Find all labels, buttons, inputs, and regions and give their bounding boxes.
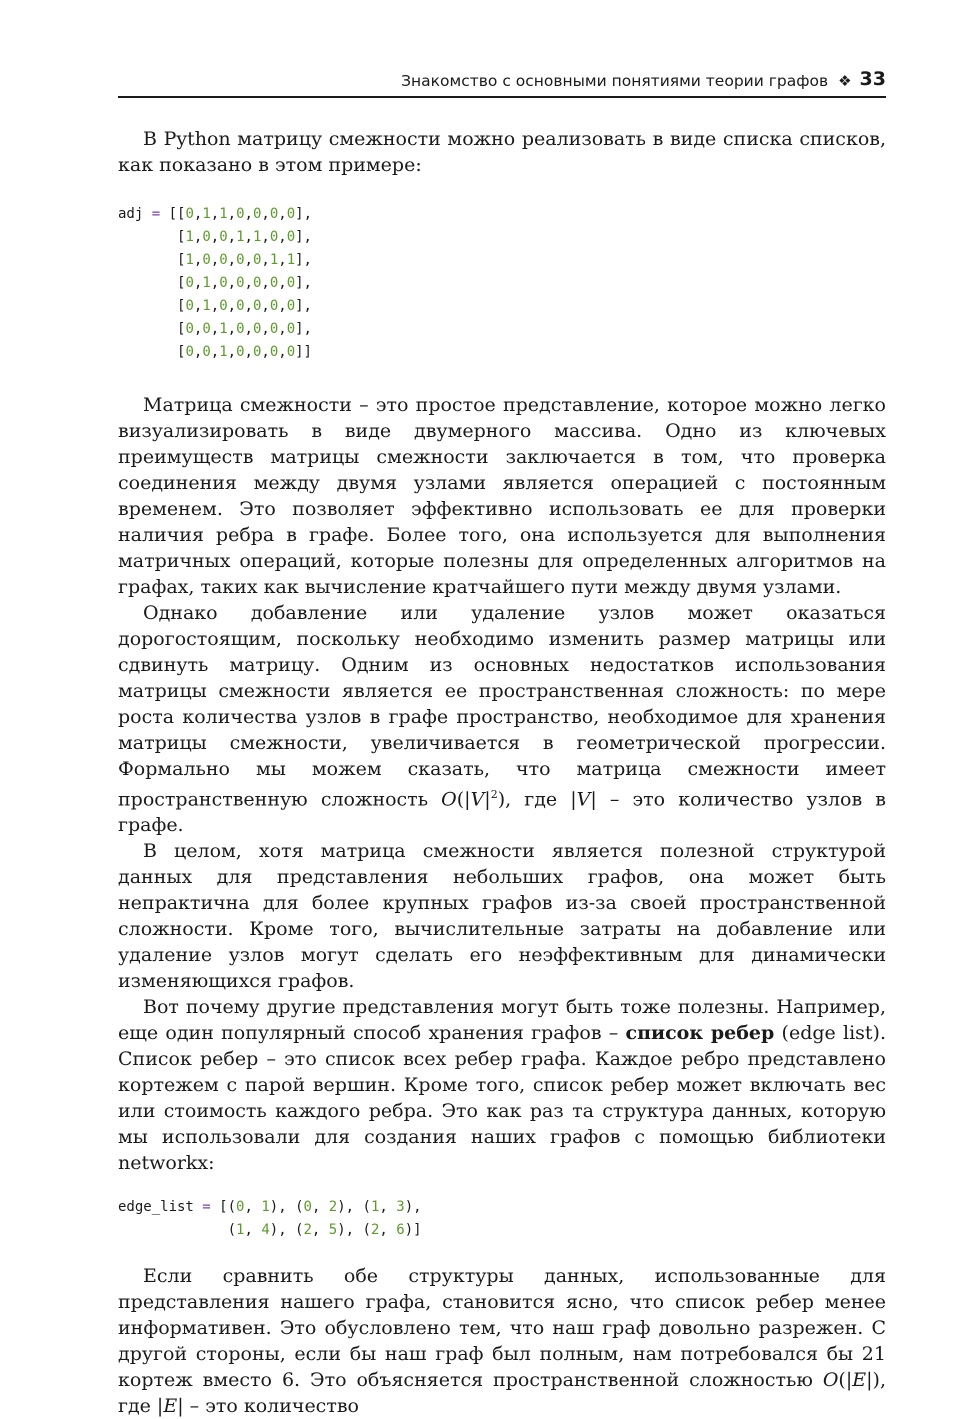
math-v: V xyxy=(470,788,485,811)
code-line: [0,0,1,0,0,0,0]] xyxy=(118,344,312,360)
code-number: 2 xyxy=(370,1222,380,1239)
code-number: 0 xyxy=(236,275,245,291)
code-line: [0,0,1,0,0,0,0], xyxy=(118,321,312,337)
code-number: 0 xyxy=(185,275,194,291)
code-number: 0 xyxy=(236,298,245,314)
code-variable: edge_list xyxy=(118,1199,194,1216)
code-number: 0 xyxy=(269,206,279,222)
code-number: 0 xyxy=(219,252,228,268)
math-big-o: O xyxy=(441,788,457,811)
code-number: 0 xyxy=(202,344,211,360)
code-number: 0 xyxy=(286,229,296,245)
running-header xyxy=(118,70,886,98)
code-number: 0 xyxy=(236,206,245,222)
code-number: 0 xyxy=(202,252,211,268)
code-block-edge-list xyxy=(118,1196,886,1242)
code-number: 1 xyxy=(252,229,262,245)
math-exponent: 2 xyxy=(490,788,498,801)
paragraph-intro: В Python матрицу смежности можно реализовать в виде списка списков, как показано в этом примере: xyxy=(118,128,886,176)
math-e-count: E xyxy=(163,1395,178,1418)
code-number: 1 xyxy=(219,344,228,360)
code-number: 0 xyxy=(252,321,262,337)
code-number: 0 xyxy=(252,298,262,314)
p6-text-after: | – это количество xyxy=(177,1395,359,1418)
code-number: 0 xyxy=(269,321,279,337)
code-number: 0 xyxy=(286,275,296,291)
paragraph-matrix-summary: В целом, хотя матрица смежности является полезной структурой данных для представления небольших графов, она может быть непрактична для более крупных графов из-за своей пространственной сложности. Кроме того, вычислительные затраты на добавление или удаление узлов могут сделать его неэффективным для динамически изменяющихся графов. xyxy=(118,840,886,993)
code-number: 2 xyxy=(303,1222,312,1239)
code-number: 1 xyxy=(185,229,194,245)
code-variable: adj xyxy=(118,206,144,222)
code-number: 0 xyxy=(286,344,296,360)
paragraph-comparison: Если сравнить обе структуры данных, использованные для представления нашего графа, становится ясно, что список ребер менее информативен. Это обусловлено тем, что наш граф довольно разрежен. С другой стороны, если бы наш граф был полным, нам потребовался бы 21 кортеж вместо 6. Это объясняется пространственной сложностью O(|E|), где |E| – это количество xyxy=(118,1265,886,1418)
code-line: [0,1,0,0,0,0,0], xyxy=(118,275,312,291)
code-number: 0 xyxy=(286,206,296,222)
code-number: 1 xyxy=(202,275,211,291)
code-number: 0 xyxy=(286,298,296,314)
code-number: 1 xyxy=(236,1222,245,1239)
diamond-ornament-icon: ❖ xyxy=(838,72,852,90)
code-number: 0 xyxy=(269,344,279,360)
code-number: 0 xyxy=(219,229,228,245)
code-line: [1,0,0,1,1,0,0], xyxy=(118,229,312,245)
p5-text-before: Вот почему другие представления могут быть тоже полезны. Например, еще один популярный способ хранения графов – xyxy=(118,996,886,1045)
code-number: 0 xyxy=(252,275,262,291)
code-number: 0 xyxy=(185,298,194,314)
code-number: 4 xyxy=(261,1222,270,1239)
code-number: 0 xyxy=(185,206,194,222)
code-line: [0,1,0,0,0,0,0], xyxy=(118,298,312,314)
p3-text-middle: , где | xyxy=(505,788,577,811)
code-number: 1 xyxy=(286,252,296,268)
code-number: 0 xyxy=(185,344,194,360)
code-number: 0 xyxy=(269,298,279,314)
code-line: adj = [[0,1,1,0,0,0,0], xyxy=(118,206,313,222)
p6-text-before: Если сравнить обе структуры данных, использованные для представления нашего графа, становится ясно, что список ребер менее информативен. Это обусловлено тем, что наш граф довольно разрежен. С другой стороны, если бы наш граф был полным, нам потребовался бы 21 кортеж вместо 6. Это объясняется пространственной сложностью xyxy=(118,1265,886,1392)
math-big-o-edges: O xyxy=(822,1369,839,1392)
code-number: 0 xyxy=(236,252,245,268)
code-number: 0 xyxy=(252,206,262,222)
code-number: 5 xyxy=(328,1222,338,1239)
code-number: 0 xyxy=(236,344,245,360)
header-title: Знакомство с основными понятиями теории графов xyxy=(401,72,829,90)
code-number: 1 xyxy=(202,206,211,222)
code-number: 0 xyxy=(236,321,245,337)
code-operator: = xyxy=(202,1199,211,1216)
paragraph-matrix-complexity: Однако добавление или удаление узлов может оказаться дорогостоящим, поскольку необходимо изменить размер матрицы или сдвинуть матрицу. Одним из основных недостатков использования матрицы смежности является ее пространственная сложность: по мере роста количества узлов в графе пространство, необходимое для хранения матрицы смежности, увеличивается в геометрической прогрессии. Формально мы можем сказать, что матрица смежности имеет пространственную сложность $O(|V|^2)$, где |V| – это количество узлов в графе. xyxy=(118,602,886,837)
page-body xyxy=(118,126,886,1419)
code-block-adjacency-matrix xyxy=(118,203,886,364)
code-operator: = xyxy=(151,206,161,222)
code-line: [1,0,0,0,0,1,1], xyxy=(118,252,312,268)
code-number: 3 xyxy=(396,1199,405,1216)
code-number: 0 xyxy=(252,344,262,360)
code-number: 0 xyxy=(252,252,262,268)
code-number: 6 xyxy=(396,1222,405,1239)
paragraph-matrix-advantages: Матрица смежности – это простое представление, которое можно легко визуализировать в виде двумерного массива. Одно из ключевых преимуществ матрицы смежности заключается в том, что проверка соединения между двумя узлами является операцией с постоянным временем. Это позволяет эффективно использовать ее для проверки наличия ребра в графе. Более того, она используется для выполнения матричных операций, которые полезны для определенных алгоритмов на графах, таких как вычисление кратчайшего пути между двумя узлами. xyxy=(118,394,886,598)
code-number: 0 xyxy=(202,229,211,245)
paragraph-edge-list xyxy=(118,994,886,1176)
code-number: 0 xyxy=(303,1199,312,1216)
code-number: 1 xyxy=(219,321,228,337)
math-e: E xyxy=(852,1369,867,1392)
code-line: edge_list = [(0, 1), (0, 2), (1, 3), xyxy=(118,1199,422,1216)
code-number: 1 xyxy=(261,1199,270,1216)
p6-text-middle: , где | xyxy=(118,1369,886,1418)
code-number: 1 xyxy=(219,206,228,222)
code-number: 1 xyxy=(185,252,194,268)
code-number: 0 xyxy=(219,298,228,314)
code-number: 0 xyxy=(269,229,279,245)
code-number: 0 xyxy=(269,275,279,291)
p5-text-after: (edge list). Список ребер – это список всех ребер графа. Каждое ребро представлено кортежем с парой вершин. Кроме того, список ребер может включать вес или стоимость каждого ребра. Это как раз та структура данных, которую мы использовали для создания наших графов с помощью библиотеки networkx: xyxy=(118,1022,886,1175)
code-number: 0 xyxy=(202,321,211,337)
code-number: 0 xyxy=(236,1199,245,1216)
p3-text-before: Однако добавление или удаление узлов может оказаться дорогостоящим, поскольку необходимо изменить размер матрицы или сдвинуть матрицу. Одним из основных недостатков использования матрицы смежности является ее пространственная сложность: по мере роста количества узлов в графе пространство, необходимое для хранения матрицы смежности, увеличивается в геометрической прогрессии. Формально мы можем сказать, что матрица смежности имеет пространственную сложность xyxy=(118,602,886,811)
code-number: 1 xyxy=(269,252,279,268)
page-number: 33 xyxy=(859,68,886,90)
code-number: 1 xyxy=(370,1199,380,1216)
code-number: 0 xyxy=(219,275,228,291)
code-number: 2 xyxy=(328,1199,338,1216)
code-number: 1 xyxy=(236,229,245,245)
code-line: (1, 4), (2, 5), (2, 6)] xyxy=(227,1222,422,1239)
p3-text-after: | – это количество узлов в графе. xyxy=(118,788,886,837)
math-v-count: V xyxy=(576,788,591,811)
code-number: 0 xyxy=(185,321,194,337)
code-number: 1 xyxy=(202,298,211,314)
code-number: 0 xyxy=(286,321,296,337)
term-edge-list: список ребер xyxy=(625,1022,775,1045)
